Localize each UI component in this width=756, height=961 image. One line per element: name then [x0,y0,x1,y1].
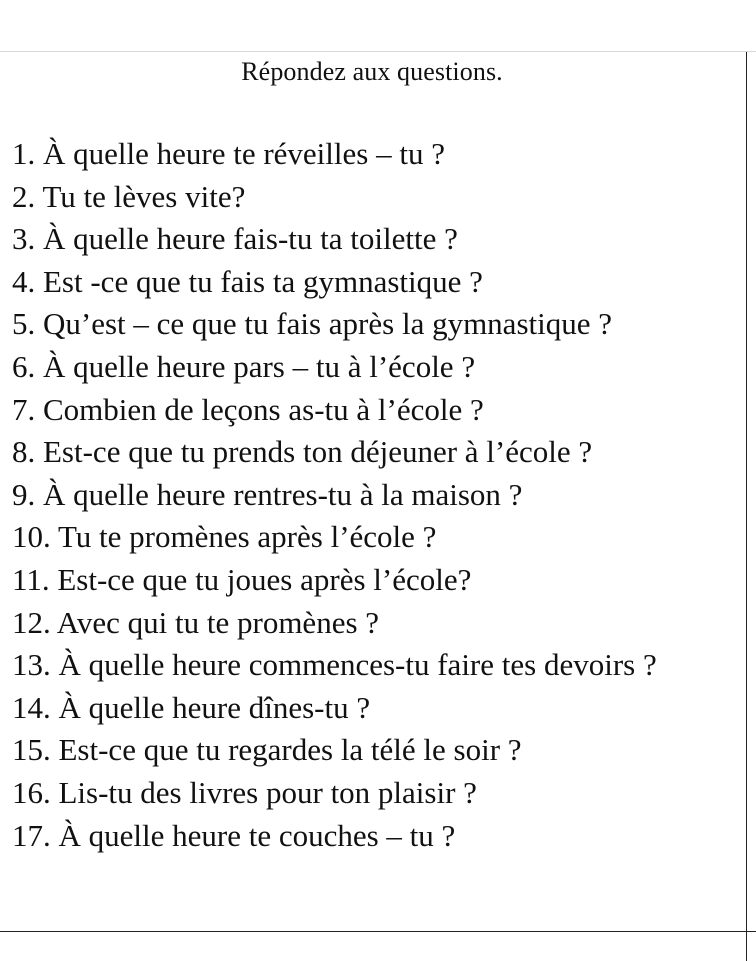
question-item-7: 7. Combien de leçons as-tu à l’école ? [12,391,484,427]
top-divider [0,51,756,52]
question-item-8: 8. Est-ce que tu prends ton déjeuner à l’école ? [12,434,593,470]
question-item-12: 12. Avec qui tu te promènes ? [12,604,380,640]
question-item-6: 6. À quelle heure pars – tu à l’école ? [12,348,476,384]
question-item-15: 15. Est-ce que tu regardes la télé le soir ? [12,732,522,768]
question-list [12,133,740,857]
right-border-line [746,52,747,961]
question-item-3: 3. À quelle heure fais-tu ta toilette ? [12,221,458,257]
question-item-4: 4. Est -ce que tu fais ta gymnastique ? [12,263,483,299]
question-item-2: 2. Tu te lèves vite? [12,178,246,214]
question-item-10: 10. Tu te promènes après l’école ? [12,519,437,555]
question-item-11: 11. Est-ce que tu joues après l’école? [12,561,472,597]
question-item-5: 5. Qu’est – ce que tu fais après la gymnastique ? [12,306,613,342]
question-item-9: 9. À quelle heure rentres-tu à la maison ? [12,476,523,512]
question-item-14: 14. À quelle heure dînes-tu ? [12,689,371,725]
question-item-1: 1. À quelle heure te réveilles – tu ? [12,136,445,171]
question-item-16: 16. Lis-tu des livres pour ton plaisir ? [12,774,477,810]
bottom-border-line [0,931,756,932]
question-item-13: 13. À quelle heure commences-tu faire tes devoirs ? [12,647,657,683]
instruction-heading: Répondez aux questions. [241,57,503,86]
question-item-17: 17. À quelle heure te couches – tu ? [12,817,456,853]
